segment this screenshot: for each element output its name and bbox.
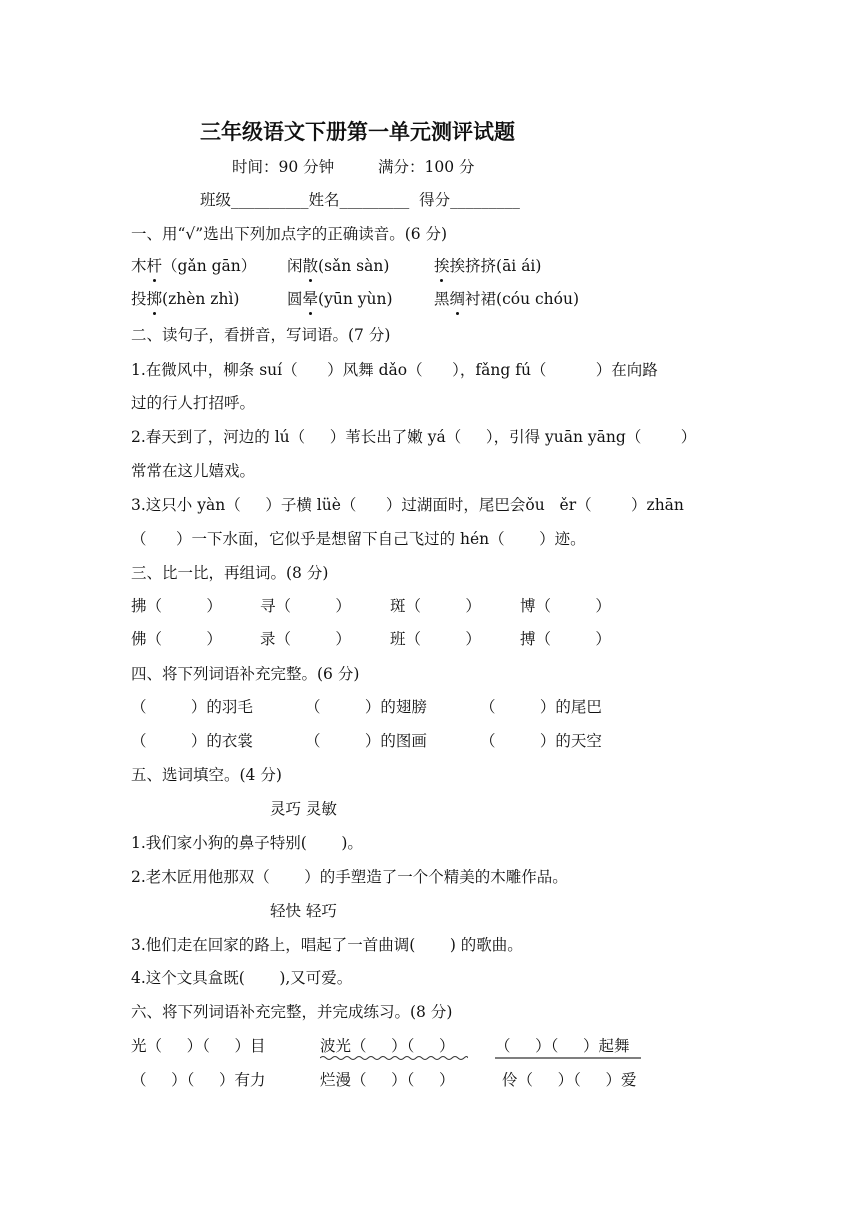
word-group: 博（ ） <box>520 597 611 615</box>
section-1-heading: 一、用“√”选出下列加点字的正确读音。(6 分) <box>131 225 448 243</box>
pinyin-item: 黑绸衬裙(cóu chóu) <box>434 290 580 308</box>
phrase-blank: （ ）的翅膀 <box>305 698 427 716</box>
pinyin-item: 投掷(zhèn zhì) <box>131 290 240 308</box>
wavy-underline <box>320 1055 468 1061</box>
question-line: 过的行人打招呼。 <box>131 394 256 412</box>
word-choices: 轻快 轻巧 <box>270 902 337 920</box>
question-line: 3.他们走在回家的路上，唱起了一首曲调( ) 的歌曲。 <box>131 936 523 954</box>
question-line: （ ）一下水面，它似乎是想留下自己飞过的 hén（ ）迹。 <box>131 530 586 548</box>
question-line: 3.这只小 yàn（ ）子横 lüè（ ）过湖面时，尾巴会ǒu ěr（ ）zhān <box>131 496 684 514</box>
phrase-blank: （ ）（ ）有力 <box>131 1071 266 1089</box>
pinyin-item: 木杆（gǎn gān） <box>131 257 257 275</box>
question-line: 2.老木匠用他那双（ ）的手塑造了一个个精美的木雕作品。 <box>131 868 568 886</box>
question-line: 1.我们家小狗的鼻子特别( )。 <box>131 834 363 852</box>
question-line: 常常在这儿嬉戏。 <box>131 462 256 480</box>
pinyin-item: 圆晕(yūn yùn) <box>287 290 393 308</box>
phrase-blank: 烂漫（ ）（ ） <box>320 1071 455 1089</box>
question-line: 1.在微风中，柳条 suí（ ）风舞 dǎo（ ），fǎng fú（ ）在向路 <box>131 361 658 379</box>
word-group: 班（ ） <box>390 630 481 648</box>
phrase-blank: （ ）（ ）起舞 <box>495 1037 630 1055</box>
section-2-heading: 二、读句子，看拼音，写词语。(7 分) <box>131 326 391 344</box>
question-line: 2.春天到了，河边的 lú（ ）苇长出了嫩 yá（ ），引得 yuān yāng（ ） <box>131 428 697 446</box>
phrase-blank: （ ）的尾巴 <box>480 698 602 716</box>
question-line: 4.这个文具盒既( ),又可爱。 <box>131 969 353 987</box>
phrase-blank: 波光（ ）（ ） <box>320 1037 455 1055</box>
word-group: 录（ ） <box>260 630 351 648</box>
section-3-heading: 三、比一比，再组词。(8 分) <box>131 564 329 582</box>
phrase-blank: （ ）的衣裳 <box>131 732 253 750</box>
phrase-blank: 伶（ ）（ ）爱 <box>502 1071 637 1089</box>
section-5-heading: 五、选词填空。(4 分) <box>131 766 282 784</box>
phrase-blank: 光（ ）（ ）目 <box>131 1037 266 1055</box>
word-group: 拂（ ） <box>131 597 222 615</box>
phrase-blank: （ ）的图画 <box>305 732 427 750</box>
pinyin-item: 闲散(sǎn sàn) <box>287 257 390 275</box>
word-group: 斑（ ） <box>390 597 481 615</box>
phrase-blank: （ ）的天空 <box>480 732 602 750</box>
time-label: 时间：90 分钟 <box>232 158 335 176</box>
pinyin-item: 挨挨挤挤(āi ái) <box>434 257 542 275</box>
page-title: 三年级语文下册第一单元测评试题 <box>200 119 515 144</box>
score-label: 满分：100 分 <box>378 158 475 176</box>
word-group: 寻（ ） <box>260 597 351 615</box>
underline <box>495 1056 641 1062</box>
section-4-heading: 四、将下列词语补充完整。(6 分) <box>131 665 360 683</box>
section-6-heading: 六、将下列词语补充完整，并完成练习。(8 分) <box>131 1003 453 1021</box>
student-info-line: 班级__________姓名_________ 得分_________ <box>200 191 520 209</box>
word-group: 佛（ ） <box>131 630 222 648</box>
word-group: 搏（ ） <box>520 630 611 648</box>
phrase-blank: （ ）的羽毛 <box>131 698 253 716</box>
word-choices: 灵巧 灵敏 <box>270 800 337 818</box>
